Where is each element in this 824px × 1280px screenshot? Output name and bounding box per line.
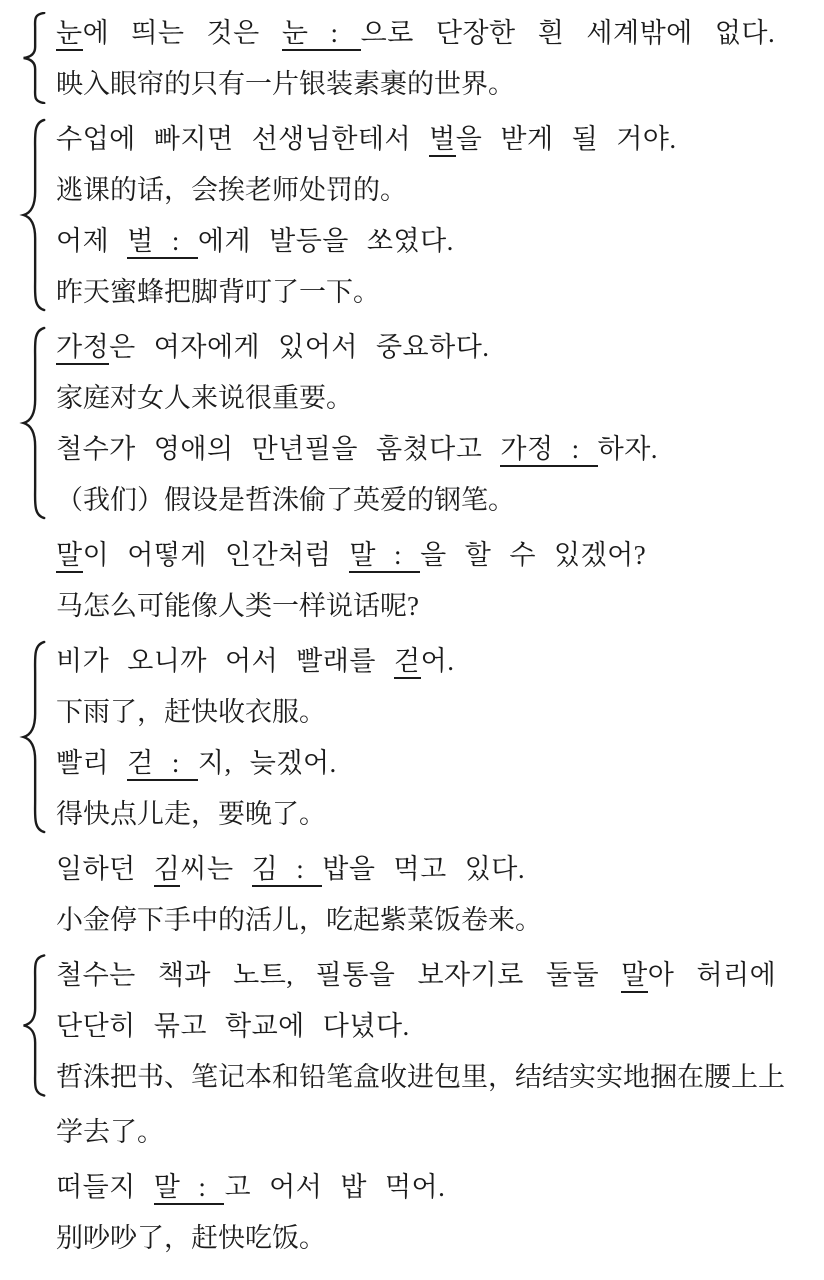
text-run: 映入眼帘的只有一片银装素裹的世界。 <box>56 69 515 99</box>
underlined-term: 가정 <box>56 332 109 365</box>
chinese-translation <box>56 895 808 946</box>
text-run: 马怎么可能像人类一样说话呢? <box>56 591 419 621</box>
underlined-term: 가정 : <box>500 434 597 467</box>
chinese-translation <box>56 373 808 424</box>
korean-sentence <box>56 530 808 581</box>
korean-sentence <box>56 8 808 59</box>
example-group <box>14 1162 808 1264</box>
chinese-translation <box>56 687 808 738</box>
underlined-term: 벌 : <box>127 226 198 259</box>
example-group-braced <box>14 114 808 318</box>
text-run: （我们）假设是哲洙偷了英爱的钢笔。 <box>56 485 515 515</box>
text-run: 小金停下手中的活儿，吃起紫菜饭卷来。 <box>56 905 542 935</box>
korean-sentence <box>56 114 808 165</box>
underlined-term: 걷 : <box>127 748 198 781</box>
korean-sentence <box>56 424 808 475</box>
grouping-brace-icon <box>14 950 56 1103</box>
text-run: 을 할 수 있겠어? <box>420 540 647 570</box>
example-group-braced <box>14 636 808 840</box>
text-run: 수업에 빠지면 선생님한테서 <box>56 124 430 154</box>
brace-spacer <box>14 1107 56 1158</box>
chinese-translation <box>56 475 808 526</box>
example-lines <box>56 530 808 632</box>
text-run: 어제 <box>56 226 128 256</box>
text-run: 得快点儿走，要晚了。 <box>56 799 326 829</box>
korean-sentence <box>56 738 808 789</box>
korean-sentence <box>56 636 808 687</box>
chinese-translation <box>56 165 808 216</box>
example-lines <box>56 114 808 318</box>
text-run: 哲洙把书、笔记本和铅笔盒收进包里，结结实实地捆在腰上上 <box>56 1062 785 1092</box>
text-run: 빨리 <box>56 748 128 778</box>
text-run: 하자. <box>597 434 659 464</box>
text-run: 으로 단장한 흰 세계밖에 없다. <box>360 18 776 48</box>
text-run: 이 어떻게 인간처럼 <box>82 540 350 570</box>
chinese-translation <box>56 789 808 840</box>
korean-sentence <box>56 322 808 373</box>
text-run: 철수는 책과 노트, 필통을 보자기로 둘둘 <box>56 960 622 990</box>
grouping-brace-icon <box>14 114 56 318</box>
text-run: 철수가 영애의 만년필을 훔쳤다고 <box>56 434 501 464</box>
text-run: 学去了。 <box>56 1117 164 1147</box>
text-run: 昨天蜜蜂把脚背叮了一下。 <box>56 277 380 307</box>
text-run: 고 어서 밥 먹어. <box>224 1172 446 1202</box>
grouping-brace-icon <box>14 636 56 840</box>
text-run: 은 여자에게 있어서 중요하다. <box>109 332 490 362</box>
underlined-term: 말 : <box>154 1172 225 1205</box>
text-run: 일하던 <box>56 854 154 884</box>
underlined-term: 눈 : <box>282 18 361 51</box>
underlined-term: 말 <box>56 540 83 573</box>
example-group-braced <box>14 8 808 110</box>
example-group-braced <box>14 950 808 1103</box>
text-run: 下雨了，赶快收衣服。 <box>56 697 326 727</box>
text-run: 밥을 먹고 있다. <box>322 854 526 884</box>
korean-sentence <box>56 950 808 1001</box>
chinese-translation <box>56 581 808 632</box>
example-group-braced <box>14 322 808 526</box>
underlined-term: 김 : <box>252 854 323 887</box>
text-run: 别吵吵了，赶快吃饭。 <box>56 1223 326 1253</box>
underlined-term: 말 <box>621 960 648 993</box>
underlined-term: 걷 <box>394 646 421 679</box>
text-run: 어. <box>420 646 455 676</box>
chinese-translation <box>56 267 808 318</box>
example-group <box>14 1107 808 1158</box>
underlined-term: 말 : <box>349 540 420 573</box>
example-group <box>14 530 808 632</box>
example-lines <box>56 8 808 110</box>
example-lines <box>56 1107 808 1158</box>
text-run: 家庭对女人来说很重要。 <box>56 383 353 413</box>
korean-sentence <box>56 1001 808 1052</box>
grouping-brace-icon <box>14 8 56 110</box>
example-lines <box>56 950 808 1103</box>
text-run: 아 허리에 <box>647 960 777 990</box>
chinese-translation <box>56 59 808 110</box>
chinese-translation <box>56 1052 808 1103</box>
text-run: 逃课的话，会挨老师处罚的。 <box>56 175 407 205</box>
underlined-term: 벌 <box>429 124 456 157</box>
chinese-translation <box>56 1107 808 1158</box>
korean-sentence <box>56 1162 808 1213</box>
brace-spacer <box>14 844 56 946</box>
text-run: 씨는 <box>180 854 252 884</box>
text-run: 비가 오니까 어서 빨래를 <box>56 646 395 676</box>
korean-sentence <box>56 844 808 895</box>
brace-spacer <box>14 1162 56 1264</box>
chinese-translation <box>56 1213 808 1264</box>
text-run: 에 띄는 것은 <box>82 18 282 48</box>
brace-spacer <box>14 530 56 632</box>
text-run: 을 받게 될 거야. <box>455 124 677 154</box>
text-run: 떠들지 <box>56 1172 154 1202</box>
underlined-term: 김 <box>154 854 181 887</box>
grouping-brace-icon <box>14 322 56 526</box>
example-lines <box>56 1162 808 1264</box>
text-run: 에게 발등을 쏘였다. <box>197 226 454 256</box>
korean-sentence <box>56 216 808 267</box>
example-lines <box>56 322 808 526</box>
example-group <box>14 844 808 946</box>
text-run: 단단히 묶고 학교에 다녔다. <box>56 1011 410 1041</box>
example-lines <box>56 636 808 840</box>
text-run: 지, 늦겠어. <box>197 748 337 778</box>
underlined-term: 눈 <box>56 18 83 51</box>
example-lines <box>56 844 808 946</box>
